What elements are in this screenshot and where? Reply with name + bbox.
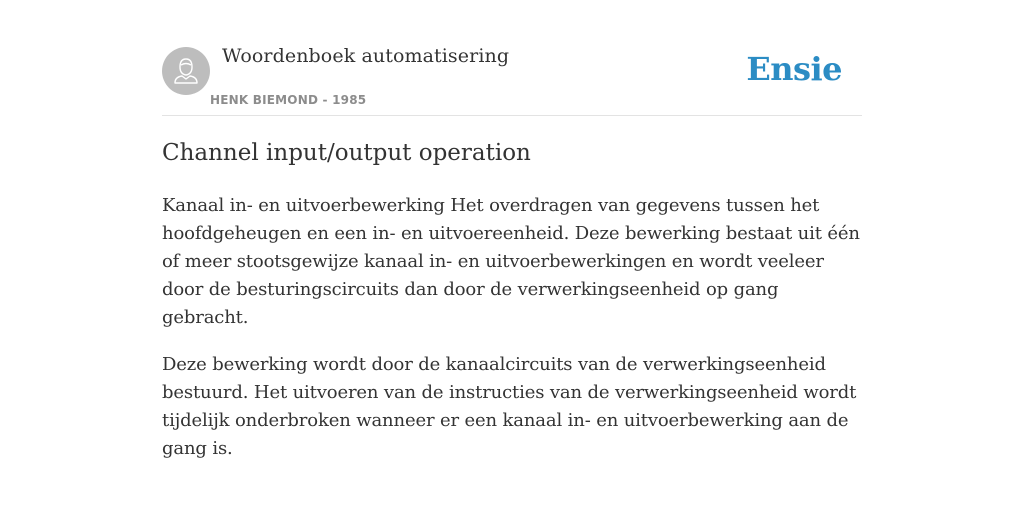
byline-separator: - (322, 93, 328, 107)
byline (210, 93, 366, 107)
source-header (162, 40, 862, 116)
entry-title: Channel input/output operation (162, 140, 531, 166)
entry-paragraph: Kanaal in- en uitvoerbewerking Het overdragen van gegevens tussen het hoofdgeheugen en een in- en uitvoereenheid. Deze bewerking bestaat uit één of meer stootsgewijze kanaal in- en uitvoerbewerkingen en wordt veeleer door de besturingscircuits dan door de verwerkingseenheid op gang gebracht. (162, 195, 860, 328)
avatar[interactable] (162, 47, 210, 95)
entry-paragraph: Deze bewerking wordt door de kanaalcircuits van de verwerkingseenheid bestuurd. Het uitvoeren van de instructies van de verwerkingseenheid wordt tijdelijk onderbroken wanneer er een kanaal in- en uitvoerbewerking aan de gang is. (162, 354, 857, 459)
author-name[interactable]: HENK BIEMOND (210, 93, 319, 107)
source-title[interactable]: Woordenboek automatisering (222, 45, 510, 67)
user-avatar-icon (162, 47, 210, 95)
entry-body (162, 192, 862, 482)
brand-logo[interactable]: Ensie (746, 50, 842, 88)
publication-year: 1985 (332, 93, 367, 107)
